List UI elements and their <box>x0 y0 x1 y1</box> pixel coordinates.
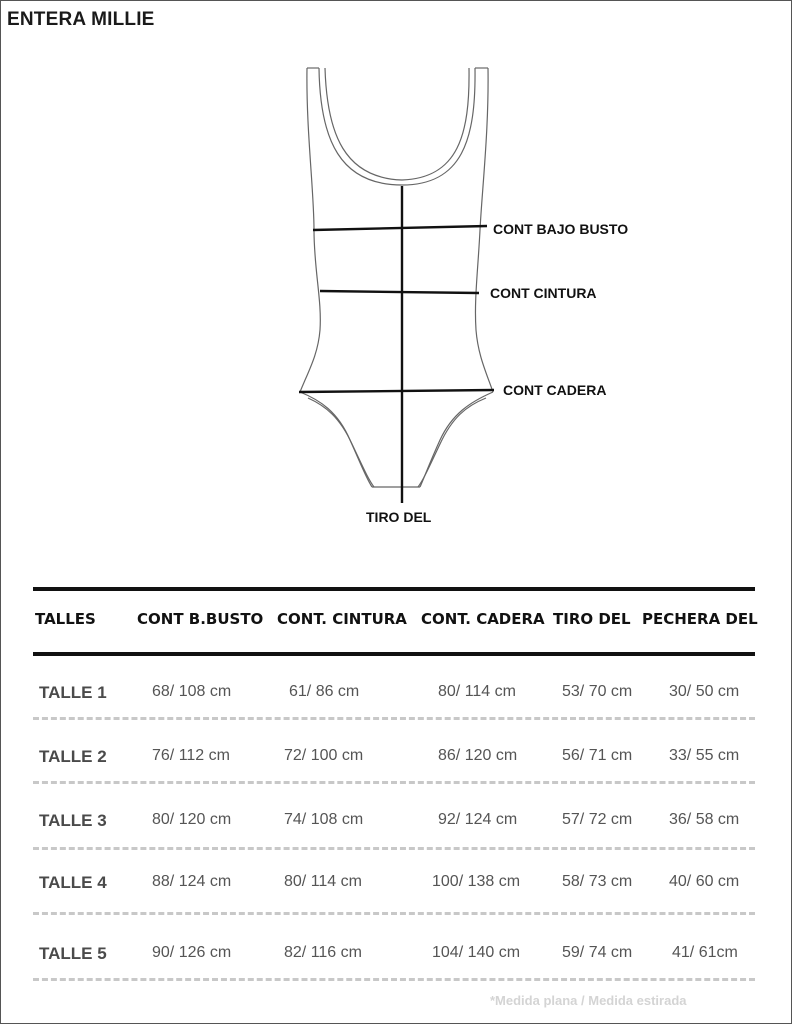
cadera-cell: 100/ 138 cm <box>432 873 521 890</box>
table-top-rule <box>33 587 755 591</box>
cintura-cell: 80/ 114 cm <box>284 873 362 890</box>
label-cintura: CONT CINTURA <box>490 285 597 301</box>
table-row <box>0 944 792 974</box>
row-divider <box>33 912 755 915</box>
tiro-cell: 56/ 71 cm <box>562 747 633 764</box>
cadera-cell: 80/ 114 cm <box>438 683 516 700</box>
table-row <box>0 811 792 841</box>
measurement-lines <box>299 186 494 503</box>
label-tiro: TIRO DEL <box>366 509 432 525</box>
tiro-cell: 58/ 73 cm <box>562 873 633 890</box>
pechera-cell: 30/ 50 cm <box>669 683 740 700</box>
table-header-rule <box>33 652 755 656</box>
page-title: ENTERA MILLIE <box>7 9 155 30</box>
table-row <box>0 873 792 903</box>
cintura-line <box>320 291 479 293</box>
size-cell: TALLE 5 <box>39 944 107 963</box>
cadera-line <box>299 390 494 392</box>
bajo-busto-line <box>313 226 487 230</box>
table-row <box>0 747 792 777</box>
row-divider <box>33 717 755 720</box>
header-cintura: CONT. CINTURA <box>277 610 407 628</box>
size-cell: TALLE 1 <box>39 683 107 702</box>
pechera-cell: 41/ 61cm <box>672 944 738 961</box>
table-row <box>0 683 792 713</box>
row-divider <box>33 781 755 784</box>
header-busto: CONT B.BUSTO <box>137 610 264 628</box>
busto-cell: 80/ 120 cm <box>152 811 232 828</box>
busto-cell: 68/ 108 cm <box>152 683 232 700</box>
tiro-cell: 59/ 74 cm <box>562 944 633 961</box>
cintura-cell: 82/ 116 cm <box>284 944 362 961</box>
header-tiro: TIRO DEL <box>553 610 631 628</box>
row-divider <box>33 847 755 850</box>
header-cadera: CONT. CADERA <box>421 610 545 628</box>
size-cell: TALLE 2 <box>39 747 107 766</box>
busto-cell: 76/ 112 cm <box>152 747 230 764</box>
size-cell: TALLE 4 <box>39 873 107 892</box>
swimsuit-outline <box>300 68 493 487</box>
header-pechera: PECHERA DEL <box>642 610 758 628</box>
pechera-cell: 36/ 58 cm <box>669 811 740 828</box>
busto-cell: 90/ 126 cm <box>152 944 232 961</box>
pechera-cell: 33/ 55 cm <box>669 747 740 764</box>
cadera-cell: 86/ 120 cm <box>438 747 518 764</box>
cadera-cell: 92/ 124 cm <box>438 811 518 828</box>
cintura-cell: 74/ 108 cm <box>284 811 364 828</box>
header-talles: TALLES <box>35 610 96 628</box>
busto-cell: 88/ 124 cm <box>152 873 232 890</box>
size-cell: TALLE 3 <box>39 811 107 830</box>
cintura-cell: 72/ 100 cm <box>284 747 364 764</box>
cintura-cell: 61/ 86 cm <box>289 683 360 700</box>
pechera-cell: 40/ 60 cm <box>669 873 740 890</box>
label-cadera: CONT CADERA <box>503 382 607 398</box>
label-bajo-busto: CONT BAJO BUSTO <box>493 221 629 237</box>
footnote: *Medida plana / Medida estirada <box>490 993 687 1008</box>
cadera-cell: 104/ 140 cm <box>432 944 521 961</box>
row-divider <box>33 978 755 981</box>
tiro-cell: 57/ 72 cm <box>562 811 633 828</box>
tiro-cell: 53/ 70 cm <box>562 683 633 700</box>
